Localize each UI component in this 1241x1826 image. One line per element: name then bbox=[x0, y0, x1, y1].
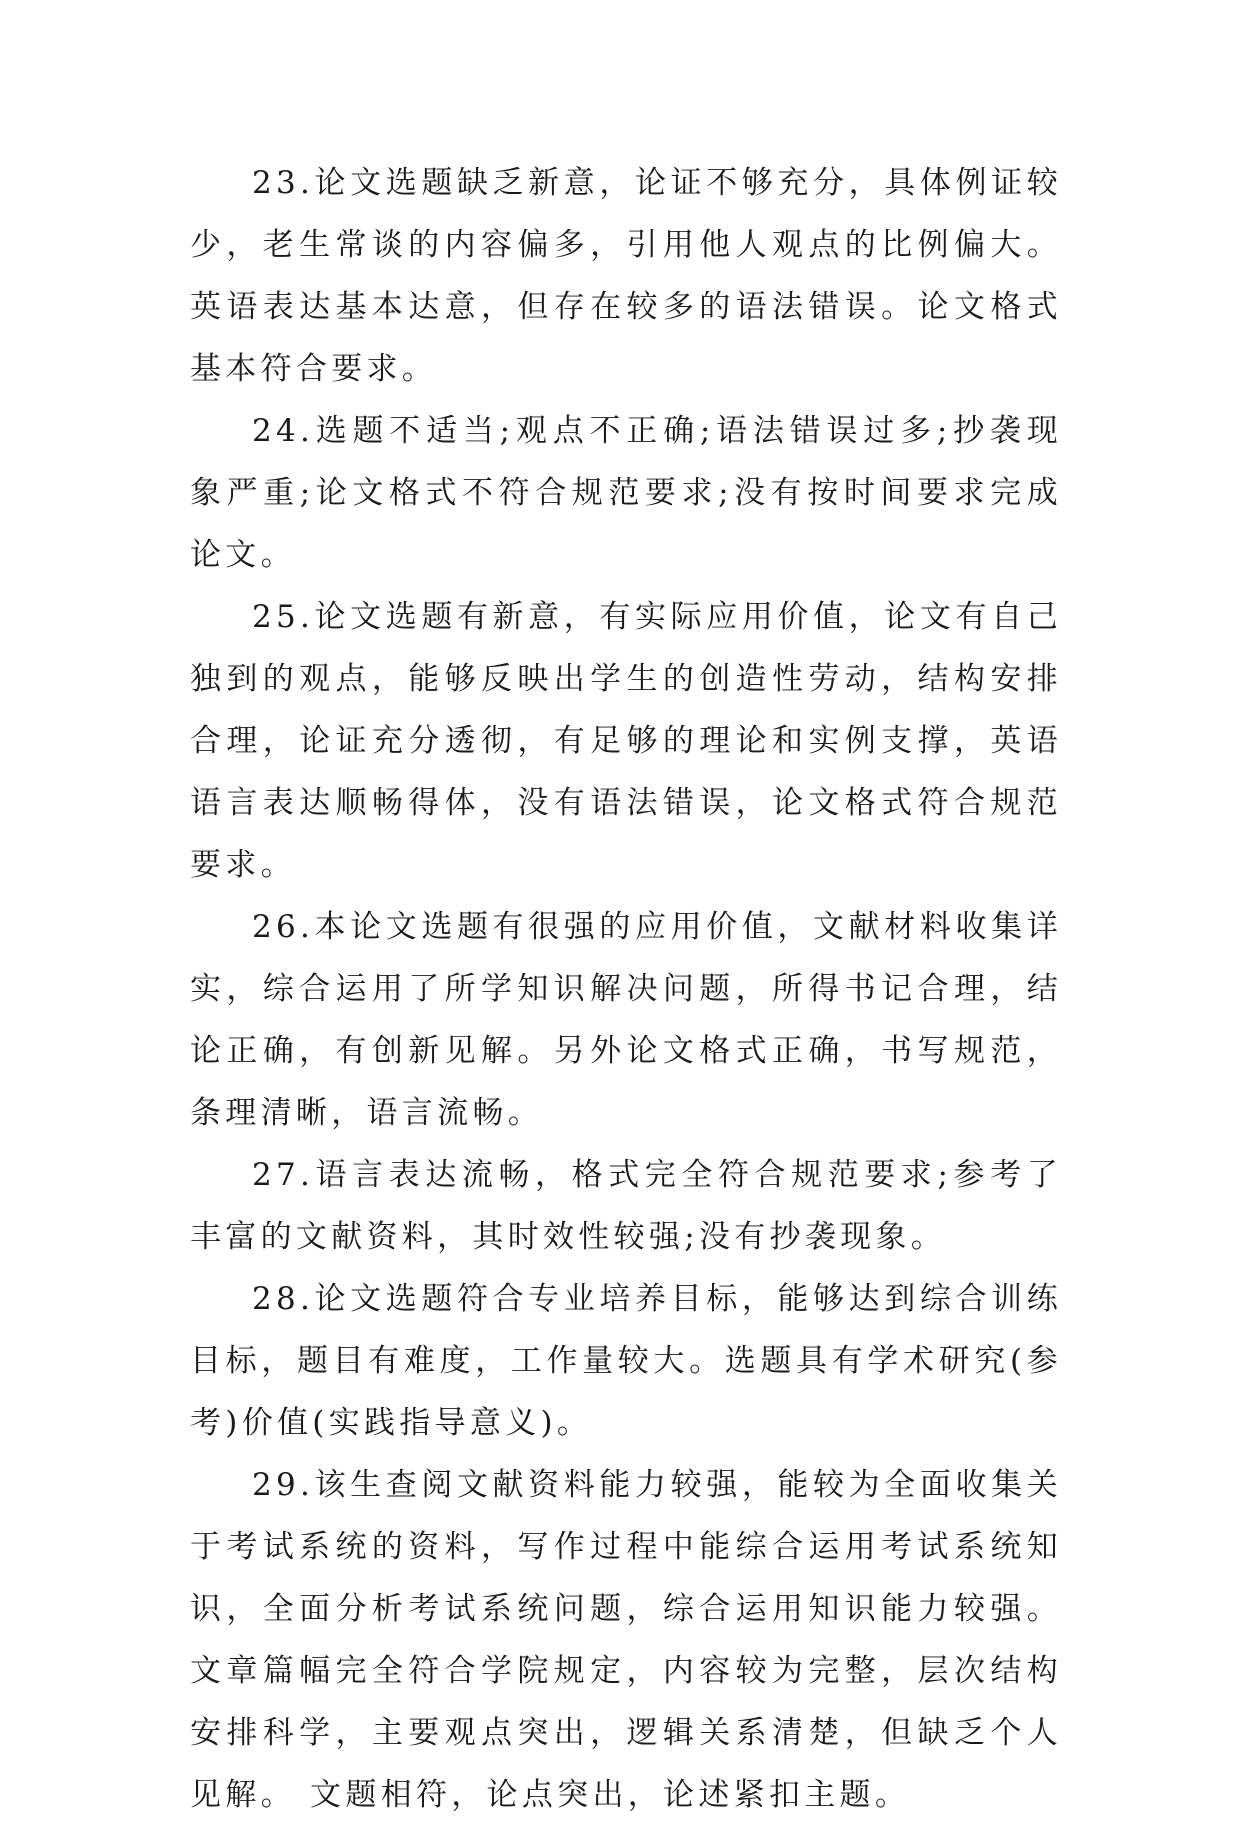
paragraph-23: 23.论文选题缺乏新意，论证不够充分，具体例证较少，老生常谈的内容偏多，引用他人观点的比例偏大。英语表达基本达意，但存在较多的语法错误。论文格式基本符合要求。 bbox=[190, 165, 1062, 387]
paragraph-28: 28.论文选题符合专业培养目标，能够达到综合训练目标，题目有难度，工作量较大。选题具有学术研究(参考)价值(实践指导意义)。 bbox=[190, 1281, 1062, 1441]
paragraph-27: 27.语言表达流畅，格式完全符合规范要求;参考了丰富的文献资料，其时效性较强;没有抄袭现象。 bbox=[190, 1157, 1062, 1255]
paragraph-26: 26.本论文选题有很强的应用价值，文献材料收集详实，综合运用了所学知识解决问题，所得书记合理，结论正确，有创新见解。另外论文格式正确，书写规范，条理清晰，语言流畅。 bbox=[190, 909, 1062, 1131]
paragraph-24: 24.选题不适当;观点不正确;语法错误过多;抄袭现象严重;论文格式不符合规范要求;没有按时间要求完成论文。 bbox=[190, 413, 1062, 573]
paragraph-29: 29.该生查阅文献资料能力较强，能较为全面收集关于考试系统的资料，写作过程中能综合运用考试系统知识，全面分析考试系统问题，综合运用知识能力较强。 文章篇幅完全符合学院规定，内容较为完整，层次结构安排科学，主要观点突出，逻辑关系清楚，但缺乏个人见解。 文题相符，论点突出，论述紧扣主题。 bbox=[190, 1467, 1062, 1813]
document-body bbox=[190, 152, 1062, 1826]
paragraph-25: 25.论文选题有新意，有实际应用价值，论文有自己独到的观点，能够反映出学生的创造性劳动，结构安排合理，论证充分透彻，有足够的理论和实例支撑，英语语言表达顺畅得体，没有语法错误，论文格式符合规范要求。 bbox=[190, 599, 1062, 883]
